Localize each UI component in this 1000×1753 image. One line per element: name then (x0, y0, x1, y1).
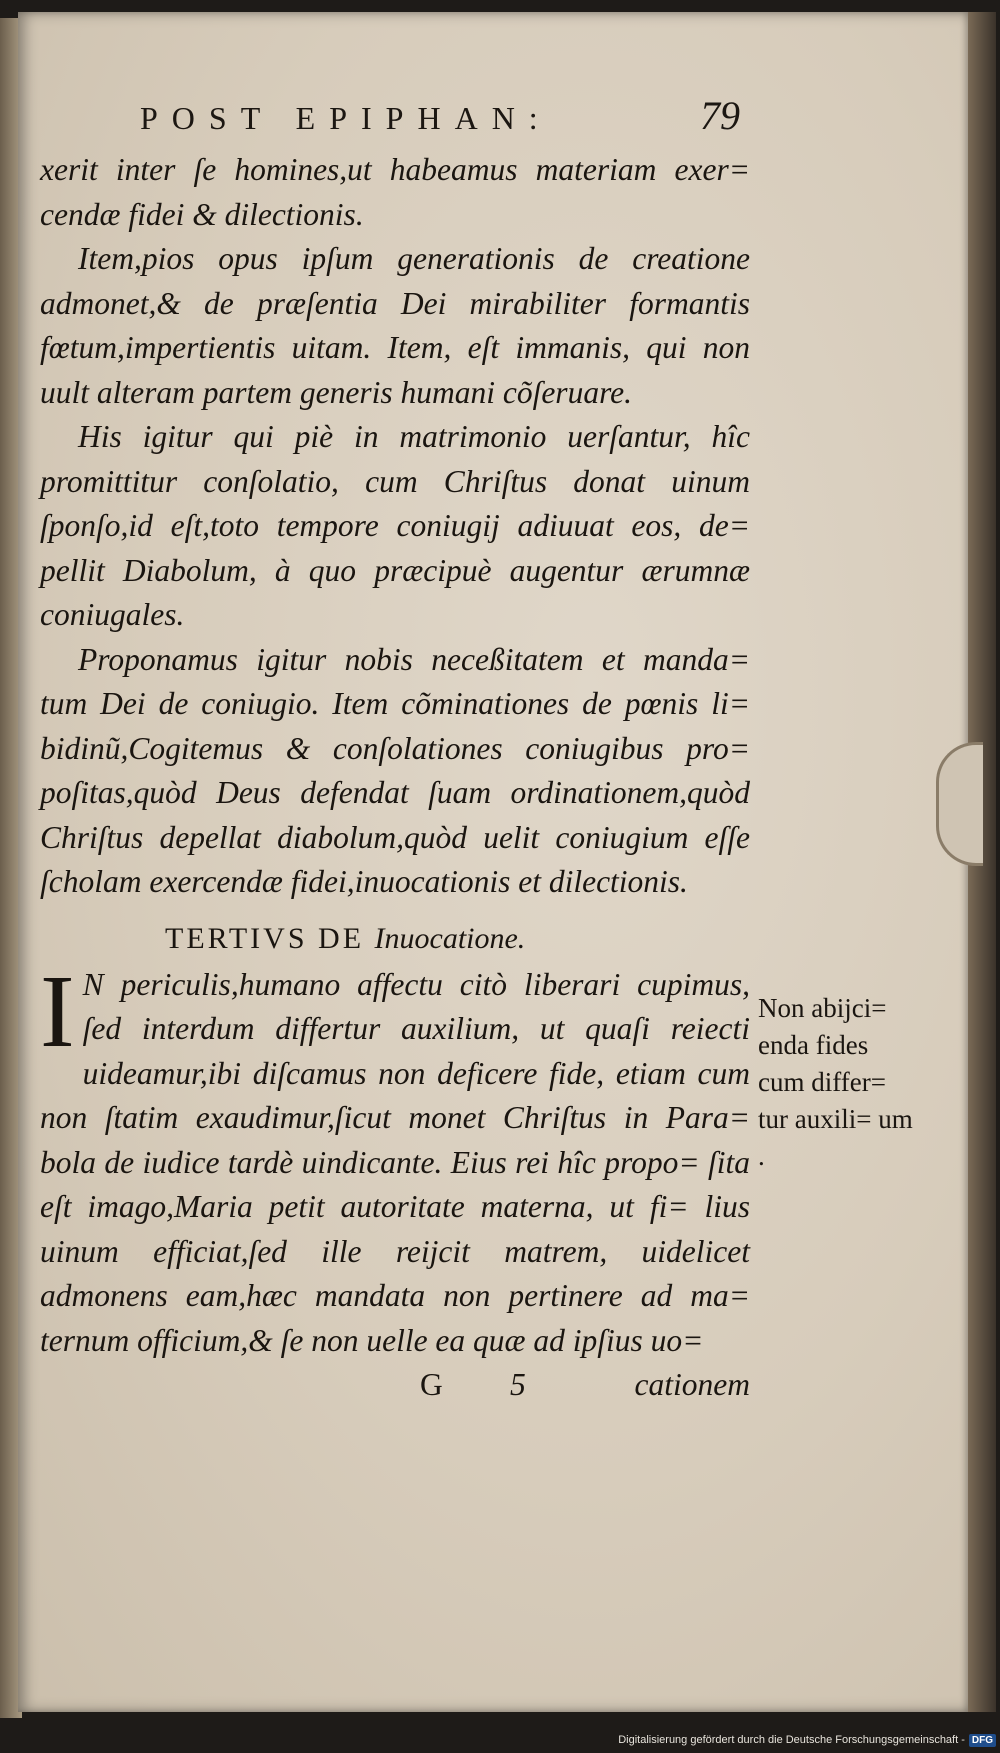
drop-capital: I (40, 953, 75, 1069)
section-heading-rest: Inuocatione. (374, 921, 526, 955)
page-number: 79 (700, 93, 740, 138)
section-heading (40, 917, 750, 963)
signature-letter: G (420, 1367, 443, 1402)
section-paragraph-text: N periculis,humano affectu citò liberari cupimus, ſed interdum differtur auxilium, ut quaſi reiecti uideamur,ibi diſcamus non deficere fide, etiam cum non ſtatim exaudimur,ſicut monet Chriſtus in Para= bola de iudice tardè uindicante. Eius rei hîc propo= ſita eſt imago,Maria petit autoritate materna, ut fi= lius uinum efficiat,ſed ille reijcit matrem, uidelicet admonens eam,hæc mandata non pertinere ad ma= ternum officium,& ſe non uelle ea quæ ad ipſius uo= (40, 966, 750, 1358)
catchword: cationem (634, 1367, 750, 1402)
dfg-logo: DFG (969, 1734, 996, 1747)
digitization-credit (618, 1729, 996, 1751)
paragraph: Proponamus igitur nobis neceßitatem et manda= tum Dei de coniugio. Item cõminationes de pœnis li= bidinũ,Cogitemus & conſolationes coniugibus pro= poſitas,quòd Deus defendat ſuam ordinationem,quòd Chriſtus depellat diabolum,quòd uelit coniugium eſſe ſcholam exercendæ fidei,inuocationis et dilectionis. (40, 641, 750, 899)
signature-line (40, 1363, 750, 1408)
main-text (40, 148, 750, 1408)
running-title: POST EPIPHAN: (140, 100, 552, 136)
signature-number: 5 (510, 1367, 526, 1402)
paragraph: His igitur qui piè in matrimonio uerſantur, hîc promittitur conſolatio, cum Chriſtus donat uinum ſponſo,id eſt,toto tempore coniugij adiuuat eos, de= pellit Diabolum, à quo præcipuè augentur ærumnæ coniugales. (40, 419, 750, 632)
section-paragraph (40, 953, 750, 1364)
credit-text: Digitalisierung gefördert durch die Deutsche Forschungsgemeinschaft - (618, 1734, 965, 1746)
paragraph: Item,pios opus ipſum generationis de creatione admonet,& de præſentia Dei mirabiliter formantis fœtum,impertientis uitam. Item, eſt immanis, qui non uult alteram partem generis humani cõſeruare. (40, 241, 750, 410)
marginal-note: Non abijci= enda fides cum differ= tur auxili= um . (758, 993, 913, 1171)
paragraph: xerit inter ſe homines,ut habeamus materiam exer= cendæ fidei & dilectionis. (40, 152, 750, 232)
running-head (140, 92, 740, 142)
book-clasp (936, 742, 983, 866)
section-heading-caps: TERTIVS DE (165, 921, 365, 955)
